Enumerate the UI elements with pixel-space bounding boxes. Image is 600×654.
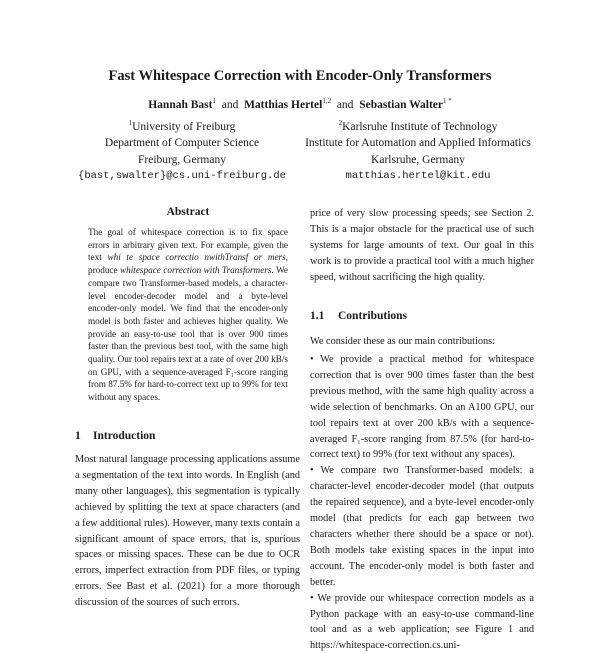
section-title: Contributions [338,310,408,322]
abstract-example-output: whitespace correction with Transformers [120,265,272,276]
abstract-body [88,226,288,404]
contributions-list [310,352,534,654]
email-address: {bast,swalter}@cs.uni-freiburg.de [78,170,286,183]
affiliation-name: University of Freiburg [132,120,236,133]
contribution-item: • We compare two Transformer-based models: a character-level encoder-decoder model (that outputs the repaired sequence), and a byte-level encoder-only model (that predicts for each gap between two characters whether there should be a space or not). Both models take existing spaces in the input into account. The encoder-only model is both faster and better. [310,465,534,588]
affiliation-line [52,115,312,135]
abstract-heading: Abstract [166,206,210,218]
introduction-paragraph: Most natural language processing applications assume a segmentation of the text into words. In English (and many other languages), this segmentation is typically achieved by splitting the text at space characters (and a few additional rules). However, many texts contain a significant amount of space errors, that is, spurious spaces or missing spaces. These can be due to OCR errors, imperfect extraction from PDF files, or typing errors. See Bast et al. (2021) for a more thorough discussion of the sources of such errors. [75,454,300,609]
author-name: Hannah Bast [148,98,213,111]
email-address: matthias.hertel@kit.edu [345,170,491,183]
author-affiliation-mark: 1,2 [322,97,332,105]
section-heading-introduction [75,430,155,442]
contribution-item: • We provide our whitespace correction models as a Python package with an easy-to-use command-line tool and as a web application; see Figure 1 and https://whitespace-correction.cs.uni- [310,592,534,652]
affiliation-line: Freiburg, Germany [138,153,226,166]
author-line [0,97,600,111]
affiliation-line: Department of Computer Science [104,137,260,150]
abstract-text: , produce [88,252,288,276]
affiliation-line [283,115,553,135]
author-name: Matthias Hertel [244,98,323,111]
right-column-paragraph: price of very slow processing speeds; see Section 2. This is a major obstacle for the practical use of such systems for large amounts of text. Our goal in this work is to provide a practical tool with a much higher speed, without sacrificing the high quality. [310,208,534,283]
author-name: Sebastian Walter [359,98,443,111]
affiliation-name: Karlsruhe Institute of Technology [342,120,498,133]
abstract-text: The goal of whitespace correction is to fix space errors in arbitrary given text. For example, given the text [88,227,288,263]
abstract-text: . We compare two Transformer-based models, a character-level encoder-decoder model and a byte-level encoder-only model. We find that the encoder-only model is both faster and achieves higher quality. We provide an easy-to-use tool that is over 900 times faster than the previous best tool, with the same high quality. Our tool repairs text at a rate of over 200 kB/s on GPU, with a sequence-averaged F₁-score ranging from 87.5% for hard-to-correct text up to 99% for text without any spaces. [88,265,288,403]
contribution-item: • We provide a practical method for whitespace correction that is over 900 times faster than the best previous method, with the same high quality across a wide selection of benchmarks. On an A100 GPU, our tool repairs text at over 200 kB/s with a sequence-averaged F₁-score ranging from 87.5% (for hard-to-correct text) to 99% (for text without any spaces). [310,354,534,461]
section-title: Introduction [93,430,156,442]
affiliation-line: Karlsruhe, Germany [371,153,465,166]
author-affiliation-mark: 1 * [443,97,452,105]
affiliation-mark: 1 [128,119,133,127]
affiliation-freiburg [52,115,312,185]
author-affiliation-mark: 1 [212,97,216,105]
affiliation-line: Institute for Automation and Applied Informatics [305,137,531,150]
author-separator: and [221,98,239,111]
contributions-intro: We consider these as our main contributions: [310,336,496,347]
abstract-example-input: whi te space correctio nwithTransf or mers [107,252,286,263]
author-separator: and [336,98,354,111]
section-heading-contributions [310,310,407,322]
affiliation-mark: 2 [338,119,343,127]
section-number: 1.1 [310,310,325,322]
paper-title: Fast Whitespace Correction with Encoder-Only Transformers [108,68,492,84]
section-number: 1 [75,430,81,442]
affiliation-kit [283,115,553,185]
